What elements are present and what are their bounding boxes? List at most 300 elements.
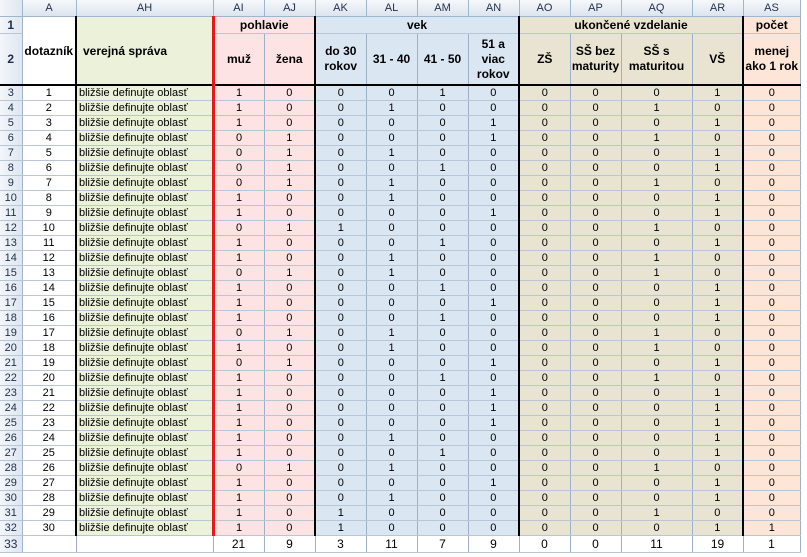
value-cell[interactable]: 0 <box>743 281 800 296</box>
value-cell[interactable]: 0 <box>743 206 800 221</box>
total-cell[interactable]: 11 <box>621 536 692 553</box>
total-cell[interactable]: 7 <box>417 536 468 553</box>
value-cell[interactable]: 0 <box>264 191 315 206</box>
value-cell[interactable]: 0 <box>519 296 570 311</box>
value-cell[interactable]: 1 <box>692 161 743 176</box>
dotaznik-cell[interactable]: 26 <box>22 461 76 476</box>
value-cell[interactable]: 0 <box>519 191 570 206</box>
value-cell[interactable]: 0 <box>264 491 315 506</box>
area-cell[interactable]: bližšie definujte oblasť <box>76 401 213 416</box>
area-cell[interactable]: bližšie definujte oblasť <box>76 131 213 146</box>
area-cell[interactable]: bližšie definujte oblasť <box>76 281 213 296</box>
value-cell[interactable]: 0 <box>315 131 366 146</box>
value-cell[interactable]: 1 <box>366 146 417 161</box>
value-cell[interactable]: 0 <box>570 356 621 371</box>
dotaznik-cell[interactable]: 12 <box>22 251 76 266</box>
value-cell[interactable]: 0 <box>213 131 264 146</box>
value-cell[interactable]: 0 <box>743 101 800 116</box>
row-header[interactable]: 29 <box>0 476 22 491</box>
value-cell[interactable]: 0 <box>417 461 468 476</box>
value-cell[interactable]: 1 <box>213 446 264 461</box>
value-cell[interactable]: 0 <box>264 431 315 446</box>
value-cell[interactable]: 1 <box>692 491 743 506</box>
value-cell[interactable]: 0 <box>743 221 800 236</box>
dotaznik-cell[interactable]: 14 <box>22 281 76 296</box>
value-cell[interactable]: 0 <box>315 146 366 161</box>
value-cell[interactable]: 1 <box>264 131 315 146</box>
value-cell[interactable]: 0 <box>315 296 366 311</box>
value-cell[interactable]: 0 <box>366 416 417 431</box>
value-cell[interactable]: 1 <box>213 191 264 206</box>
dotaznik-cell[interactable]: 10 <box>22 221 76 236</box>
value-cell[interactable]: 0 <box>519 461 570 476</box>
total-cell[interactable]: 0 <box>570 536 621 553</box>
value-cell[interactable]: 0 <box>570 236 621 251</box>
value-cell[interactable]: 1 <box>264 356 315 371</box>
value-cell[interactable]: 1 <box>366 251 417 266</box>
value-cell[interactable]: 1 <box>213 521 264 536</box>
value-cell[interactable]: 0 <box>743 446 800 461</box>
value-cell[interactable]: 0 <box>417 431 468 446</box>
row-header[interactable]: 14 <box>0 251 22 266</box>
value-cell[interactable]: 1 <box>213 371 264 386</box>
area-cell[interactable]: bližšie definujte oblasť <box>76 311 213 326</box>
column-header[interactable]: AR <box>692 0 743 17</box>
value-cell[interactable]: 0 <box>264 416 315 431</box>
value-cell[interactable]: 0 <box>468 191 519 206</box>
dotaznik-cell[interactable]: 16 <box>22 311 76 326</box>
row-header[interactable]: 26 <box>0 431 22 446</box>
row-header[interactable]: 22 <box>0 371 22 386</box>
area-cell[interactable]: bližšie definujte oblasť <box>76 431 213 446</box>
value-cell[interactable]: 0 <box>570 416 621 431</box>
value-cell[interactable]: 0 <box>743 116 800 131</box>
value-cell[interactable]: 0 <box>315 176 366 191</box>
value-cell[interactable]: 0 <box>519 371 570 386</box>
area-cell[interactable]: bližšie definujte oblasť <box>76 416 213 431</box>
value-cell[interactable]: 0 <box>264 101 315 116</box>
value-cell[interactable]: 0 <box>213 461 264 476</box>
value-cell[interactable]: 1 <box>692 146 743 161</box>
value-cell[interactable]: 0 <box>621 491 692 506</box>
select-all-corner[interactable] <box>0 0 22 17</box>
value-cell[interactable]: 0 <box>264 401 315 416</box>
value-cell[interactable]: 0 <box>417 401 468 416</box>
value-cell[interactable]: 0 <box>417 356 468 371</box>
value-cell[interactable]: 0 <box>468 506 519 521</box>
area-cell[interactable]: bližšie definujte oblasť <box>76 176 213 191</box>
row-header[interactable]: 25 <box>0 416 22 431</box>
value-cell[interactable]: 0 <box>570 85 621 101</box>
value-cell[interactable]: 0 <box>621 431 692 446</box>
dotaznik-cell[interactable]: 17 <box>22 326 76 341</box>
value-cell[interactable]: 0 <box>417 101 468 116</box>
value-cell[interactable]: 0 <box>743 491 800 506</box>
row-header[interactable]: 5 <box>0 116 22 131</box>
menej-header[interactable]: menej ako 1 rok <box>743 34 800 86</box>
value-cell[interactable]: 0 <box>743 506 800 521</box>
area-cell[interactable]: bližšie definujte oblasť <box>76 251 213 266</box>
row-header[interactable]: 18 <box>0 311 22 326</box>
row-header[interactable]: 1 <box>0 17 22 34</box>
value-cell[interactable]: 0 <box>570 191 621 206</box>
value-cell[interactable]: 0 <box>315 491 366 506</box>
value-cell[interactable]: 0 <box>213 146 264 161</box>
value-cell[interactable]: 0 <box>315 476 366 491</box>
dotaznik-cell[interactable]: 15 <box>22 296 76 311</box>
value-cell[interactable]: 1 <box>621 131 692 146</box>
value-cell[interactable]: 1 <box>264 146 315 161</box>
column-header[interactable]: AO <box>519 0 570 17</box>
row-header[interactable]: 9 <box>0 176 22 191</box>
value-cell[interactable]: 1 <box>692 416 743 431</box>
dotaznik-cell[interactable]: 11 <box>22 236 76 251</box>
value-cell[interactable]: 0 <box>743 431 800 446</box>
value-cell[interactable]: 0 <box>519 85 570 101</box>
value-cell[interactable]: 0 <box>366 506 417 521</box>
value-cell[interactable]: 0 <box>743 326 800 341</box>
row-header[interactable]: 28 <box>0 461 22 476</box>
value-cell[interactable]: 0 <box>315 386 366 401</box>
value-cell[interactable]: 1 <box>468 356 519 371</box>
value-cell[interactable]: 0 <box>743 401 800 416</box>
row-header[interactable]: 6 <box>0 131 22 146</box>
value-cell[interactable]: 0 <box>519 131 570 146</box>
value-cell[interactable]: 1 <box>692 85 743 101</box>
column-header[interactable]: AP <box>570 0 621 17</box>
value-cell[interactable]: 0 <box>417 296 468 311</box>
value-cell[interactable]: 0 <box>468 431 519 446</box>
value-cell[interactable]: 0 <box>315 326 366 341</box>
value-cell[interactable]: 0 <box>366 281 417 296</box>
value-cell[interactable]: 0 <box>315 356 366 371</box>
value-cell[interactable]: 0 <box>315 461 366 476</box>
value-cell[interactable]: 1 <box>417 446 468 461</box>
value-cell[interactable]: 0 <box>366 236 417 251</box>
value-cell[interactable]: 0 <box>315 161 366 176</box>
value-cell[interactable]: 0 <box>468 371 519 386</box>
value-cell[interactable]: 0 <box>621 446 692 461</box>
dotaznik-cell[interactable]: 9 <box>22 206 76 221</box>
value-cell[interactable]: 0 <box>743 161 800 176</box>
value-cell[interactable]: 1 <box>692 296 743 311</box>
value-cell[interactable]: 0 <box>743 85 800 101</box>
value-cell[interactable]: 1 <box>417 371 468 386</box>
value-cell[interactable]: 0 <box>264 446 315 461</box>
value-cell[interactable]: 0 <box>468 251 519 266</box>
value-cell[interactable]: 1 <box>366 191 417 206</box>
column-header[interactable]: A <box>22 0 76 17</box>
value-cell[interactable]: 0 <box>519 281 570 296</box>
value-cell[interactable]: 0 <box>692 131 743 146</box>
value-cell[interactable]: 1 <box>692 431 743 446</box>
value-cell[interactable]: 1 <box>468 296 519 311</box>
area-cell[interactable]: bližšie definujte oblasť <box>76 206 213 221</box>
value-cell[interactable]: 0 <box>570 476 621 491</box>
zs-header[interactable]: ZŠ <box>519 34 570 86</box>
verejna-sprava-header[interactable]: verejná správa <box>76 17 213 86</box>
value-cell[interactable]: 0 <box>366 161 417 176</box>
value-cell[interactable]: 0 <box>366 386 417 401</box>
value-cell[interactable]: 0 <box>468 85 519 101</box>
value-cell[interactable]: 1 <box>417 281 468 296</box>
value-cell[interactable]: 0 <box>519 491 570 506</box>
value-cell[interactable]: 0 <box>264 116 315 131</box>
row-header[interactable]: 4 <box>0 101 22 116</box>
dotaznik-cell[interactable]: 29 <box>22 506 76 521</box>
value-cell[interactable]: 0 <box>366 521 417 536</box>
value-cell[interactable]: 1 <box>264 461 315 476</box>
value-cell[interactable]: 0 <box>468 266 519 281</box>
muz-header[interactable]: muž <box>213 34 264 86</box>
value-cell[interactable]: 1 <box>264 221 315 236</box>
value-cell[interactable]: 0 <box>468 101 519 116</box>
value-cell[interactable]: 0 <box>468 446 519 461</box>
value-cell[interactable]: 0 <box>417 191 468 206</box>
value-cell[interactable]: 0 <box>570 461 621 476</box>
value-cell[interactable]: 0 <box>519 221 570 236</box>
value-cell[interactable]: 1 <box>213 401 264 416</box>
total-cell[interactable]: 9 <box>468 536 519 553</box>
value-cell[interactable]: 0 <box>264 371 315 386</box>
value-cell[interactable]: 1 <box>213 116 264 131</box>
value-cell[interactable]: 0 <box>621 476 692 491</box>
empty-cell[interactable] <box>76 536 213 553</box>
value-cell[interactable]: 0 <box>570 206 621 221</box>
value-cell[interactable]: 1 <box>213 416 264 431</box>
value-cell[interactable]: 0 <box>570 386 621 401</box>
value-cell[interactable]: 1 <box>468 416 519 431</box>
value-cell[interactable]: 0 <box>264 311 315 326</box>
value-cell[interactable]: 0 <box>519 386 570 401</box>
value-cell[interactable]: 0 <box>417 326 468 341</box>
total-cell[interactable]: 0 <box>519 536 570 553</box>
value-cell[interactable]: 0 <box>570 146 621 161</box>
value-cell[interactable]: 0 <box>417 251 468 266</box>
row-header[interactable]: 19 <box>0 326 22 341</box>
value-cell[interactable]: 0 <box>743 131 800 146</box>
value-cell[interactable]: 1 <box>213 506 264 521</box>
value-cell[interactable]: 0 <box>570 176 621 191</box>
age-31-40-header[interactable]: 31 - 40 <box>366 34 417 86</box>
column-header[interactable]: AM <box>417 0 468 17</box>
dotaznik-cell[interactable]: 24 <box>22 431 76 446</box>
value-cell[interactable]: 0 <box>621 206 692 221</box>
value-cell[interactable]: 0 <box>519 431 570 446</box>
value-cell[interactable]: 0 <box>366 131 417 146</box>
value-cell[interactable]: 0 <box>468 326 519 341</box>
dotaznik-cell[interactable]: 3 <box>22 116 76 131</box>
value-cell[interactable]: 0 <box>743 416 800 431</box>
value-cell[interactable]: 0 <box>743 341 800 356</box>
value-cell[interactable]: 1 <box>692 356 743 371</box>
column-header[interactable]: AQ <box>621 0 692 17</box>
value-cell[interactable]: 0 <box>621 386 692 401</box>
value-cell[interactable]: 1 <box>213 206 264 221</box>
value-cell[interactable]: 0 <box>743 461 800 476</box>
value-cell[interactable]: 0 <box>570 431 621 446</box>
value-cell[interactable]: 0 <box>743 191 800 206</box>
row-header[interactable]: 3 <box>0 85 22 101</box>
value-cell[interactable]: 0 <box>519 146 570 161</box>
area-cell[interactable]: bližšie definujte oblasť <box>76 191 213 206</box>
value-cell[interactable]: 0 <box>621 521 692 536</box>
zena-header[interactable]: žena <box>264 34 315 86</box>
value-cell[interactable]: 1 <box>213 296 264 311</box>
dotaznik-cell[interactable]: 5 <box>22 146 76 161</box>
row-header[interactable]: 17 <box>0 296 22 311</box>
value-cell[interactable]: 1 <box>264 326 315 341</box>
value-cell[interactable]: 0 <box>264 386 315 401</box>
value-cell[interactable]: 0 <box>570 251 621 266</box>
ss-bez-header[interactable]: SŠ bez maturity <box>570 34 621 86</box>
value-cell[interactable]: 0 <box>570 446 621 461</box>
value-cell[interactable]: 0 <box>315 251 366 266</box>
dotaznik-cell[interactable]: 4 <box>22 131 76 146</box>
value-cell[interactable]: 0 <box>264 236 315 251</box>
value-cell[interactable]: 0 <box>366 311 417 326</box>
row-header[interactable]: 13 <box>0 236 22 251</box>
value-cell[interactable]: 1 <box>621 341 692 356</box>
total-cell[interactable]: 11 <box>366 536 417 553</box>
area-cell[interactable]: bližšie definujte oblasť <box>76 266 213 281</box>
age-51-header[interactable]: 51 a viac rokov <box>468 34 519 86</box>
value-cell[interactable]: 1 <box>417 236 468 251</box>
value-cell[interactable]: 0 <box>315 266 366 281</box>
value-cell[interactable]: 1 <box>264 176 315 191</box>
area-cell[interactable]: bližšie definujte oblasť <box>76 521 213 536</box>
value-cell[interactable]: 0 <box>213 356 264 371</box>
value-cell[interactable]: 0 <box>468 176 519 191</box>
empty-cell[interactable] <box>22 536 76 553</box>
value-cell[interactable]: 0 <box>315 446 366 461</box>
value-cell[interactable]: 1 <box>213 85 264 101</box>
value-cell[interactable]: 0 <box>570 281 621 296</box>
value-cell[interactable]: 0 <box>570 371 621 386</box>
value-cell[interactable]: 1 <box>692 446 743 461</box>
total-cell[interactable]: 1 <box>743 536 800 553</box>
value-cell[interactable]: 0 <box>621 146 692 161</box>
value-cell[interactable]: 1 <box>743 521 800 536</box>
area-cell[interactable]: bližšie definujte oblasť <box>76 386 213 401</box>
value-cell[interactable]: 0 <box>621 191 692 206</box>
value-cell[interactable]: 1 <box>692 401 743 416</box>
value-cell[interactable]: 0 <box>366 116 417 131</box>
dotaznik-header[interactable]: dotazník <box>22 17 76 86</box>
value-cell[interactable]: 1 <box>692 206 743 221</box>
column-header[interactable]: AJ <box>264 0 315 17</box>
value-cell[interactable]: 0 <box>264 341 315 356</box>
value-cell[interactable]: 0 <box>621 161 692 176</box>
column-header[interactable]: AK <box>315 0 366 17</box>
value-cell[interactable]: 0 <box>519 251 570 266</box>
value-cell[interactable]: 0 <box>621 116 692 131</box>
value-cell[interactable]: 1 <box>315 521 366 536</box>
value-cell[interactable]: 0 <box>213 161 264 176</box>
value-cell[interactable]: 0 <box>692 266 743 281</box>
value-cell[interactable]: 0 <box>570 266 621 281</box>
value-cell[interactable]: 0 <box>417 506 468 521</box>
value-cell[interactable]: 1 <box>621 221 692 236</box>
value-cell[interactable]: 0 <box>570 506 621 521</box>
row-header[interactable]: 27 <box>0 446 22 461</box>
value-cell[interactable]: 1 <box>621 176 692 191</box>
value-cell[interactable]: 1 <box>621 461 692 476</box>
value-cell[interactable]: 0 <box>468 521 519 536</box>
value-cell[interactable]: 1 <box>213 491 264 506</box>
value-cell[interactable]: 1 <box>315 506 366 521</box>
value-cell[interactable]: 0 <box>213 221 264 236</box>
area-cell[interactable]: bližšie definujte oblasť <box>76 461 213 476</box>
value-cell[interactable]: 0 <box>570 221 621 236</box>
value-cell[interactable]: 0 <box>570 296 621 311</box>
column-header[interactable]: AS <box>743 0 800 17</box>
row-header[interactable]: 16 <box>0 281 22 296</box>
value-cell[interactable]: 1 <box>468 206 519 221</box>
row-header[interactable]: 10 <box>0 191 22 206</box>
value-cell[interactable]: 0 <box>366 296 417 311</box>
area-cell[interactable]: bližšie definujte oblasť <box>76 116 213 131</box>
value-cell[interactable]: 1 <box>417 161 468 176</box>
value-cell[interactable]: 0 <box>743 146 800 161</box>
value-cell[interactable]: 0 <box>366 85 417 101</box>
value-cell[interactable]: 0 <box>743 176 800 191</box>
vs-header[interactable]: VŠ <box>692 34 743 86</box>
value-cell[interactable]: 1 <box>213 341 264 356</box>
row-header[interactable]: 33 <box>0 536 22 553</box>
value-cell[interactable]: 0 <box>417 416 468 431</box>
value-cell[interactable]: 0 <box>621 296 692 311</box>
value-cell[interactable]: 1 <box>213 476 264 491</box>
row-header[interactable]: 30 <box>0 491 22 506</box>
value-cell[interactable]: 0 <box>519 476 570 491</box>
value-cell[interactable]: 0 <box>570 161 621 176</box>
dotaznik-cell[interactable]: 28 <box>22 491 76 506</box>
row-header[interactable]: 15 <box>0 266 22 281</box>
value-cell[interactable]: 0 <box>621 416 692 431</box>
dotaznik-cell[interactable]: 21 <box>22 386 76 401</box>
value-cell[interactable]: 0 <box>621 281 692 296</box>
value-cell[interactable]: 0 <box>692 341 743 356</box>
value-cell[interactable]: 1 <box>366 266 417 281</box>
value-cell[interactable]: 0 <box>264 476 315 491</box>
value-cell[interactable]: 1 <box>366 461 417 476</box>
value-cell[interactable]: 0 <box>315 341 366 356</box>
value-cell[interactable]: 0 <box>519 356 570 371</box>
row-header[interactable]: 32 <box>0 521 22 536</box>
value-cell[interactable]: 0 <box>366 371 417 386</box>
value-cell[interactable]: 0 <box>570 341 621 356</box>
value-cell[interactable]: 0 <box>570 116 621 131</box>
value-cell[interactable]: 1 <box>468 401 519 416</box>
value-cell[interactable]: 0 <box>213 266 264 281</box>
area-cell[interactable]: bližšie definujte oblasť <box>76 236 213 251</box>
dotaznik-cell[interactable]: 23 <box>22 416 76 431</box>
value-cell[interactable]: 0 <box>468 221 519 236</box>
value-cell[interactable]: 0 <box>692 371 743 386</box>
dotaznik-cell[interactable]: 6 <box>22 161 76 176</box>
value-cell[interactable]: 1 <box>366 491 417 506</box>
value-cell[interactable]: 1 <box>264 161 315 176</box>
value-cell[interactable]: 0 <box>468 146 519 161</box>
value-cell[interactable]: 0 <box>417 116 468 131</box>
area-cell[interactable]: bližšie definujte oblasť <box>76 146 213 161</box>
value-cell[interactable]: 1 <box>692 236 743 251</box>
value-cell[interactable]: 0 <box>264 281 315 296</box>
row-header[interactable]: 7 <box>0 146 22 161</box>
area-cell[interactable]: bližšie definujte oblasť <box>76 161 213 176</box>
value-cell[interactable]: 0 <box>692 221 743 236</box>
